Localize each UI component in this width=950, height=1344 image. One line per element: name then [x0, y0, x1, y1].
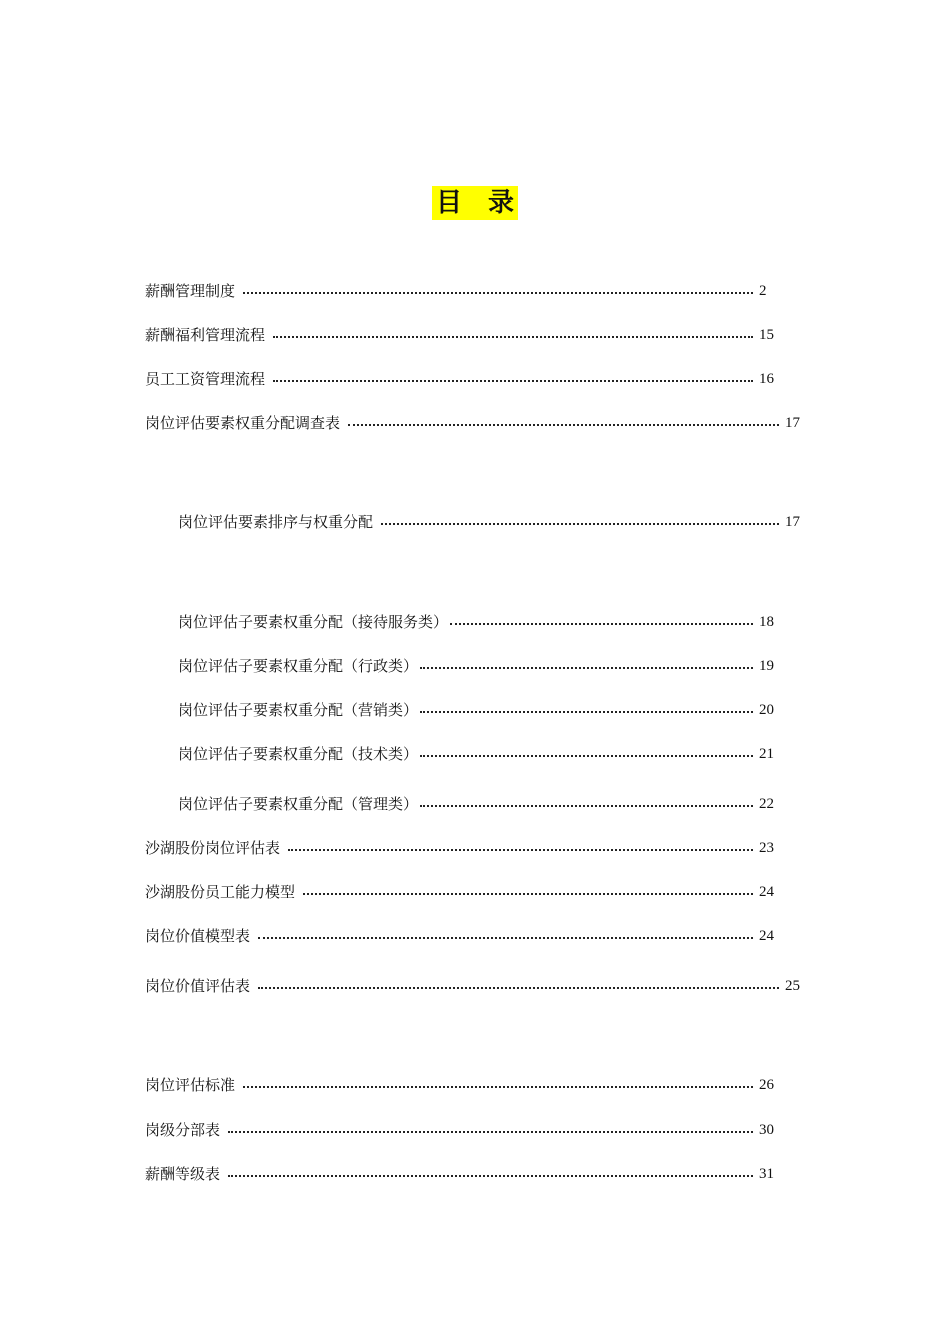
- toc-entry-label: 岗位评估子要素权重分配（接待服务类）: [178, 613, 449, 631]
- toc-entry-label: 岗位评估标准: [145, 1076, 236, 1094]
- toc-entry-page: 22: [759, 796, 774, 812]
- toc-entry[interactable]: [178, 511, 811, 533]
- toc-entry[interactable]: [178, 743, 785, 765]
- toc-entry[interactable]: [145, 280, 785, 302]
- toc-entry-page: 23: [759, 840, 774, 856]
- toc-entry-page: 24: [759, 884, 774, 900]
- toc-entry[interactable]: [178, 699, 785, 721]
- toc-entry-label: 岗位价值评估表: [145, 977, 251, 995]
- toc-entry-page: 16: [759, 371, 774, 387]
- toc-entry[interactable]: [145, 324, 785, 346]
- page-title: 目 录: [432, 186, 518, 220]
- toc-entry-page: 21: [759, 746, 774, 762]
- toc-entry-label: 薪酬福利管理流程: [145, 326, 266, 344]
- toc-entry[interactable]: [145, 881, 785, 903]
- dot-leader: [228, 1129, 753, 1133]
- dot-leader: [450, 621, 753, 625]
- toc-entry-page: 17: [785, 415, 800, 431]
- toc-entry-page: 24: [759, 928, 774, 944]
- dot-leader: [348, 422, 779, 426]
- toc-entry[interactable]: [145, 925, 785, 947]
- toc-entry-page: 2: [759, 283, 767, 299]
- dot-leader: [381, 521, 779, 525]
- toc-entry[interactable]: [145, 1163, 785, 1185]
- dot-leader: [288, 847, 753, 851]
- toc-entry-page: 26: [759, 1077, 774, 1093]
- dot-leader: [273, 334, 753, 338]
- toc-entry[interactable]: [145, 368, 785, 390]
- toc-entry-page: 19: [759, 658, 774, 674]
- dot-leader: [303, 891, 753, 895]
- dot-leader: [243, 290, 753, 294]
- toc-entry[interactable]: [145, 412, 811, 434]
- toc-entry-page: 18: [759, 614, 774, 630]
- toc-entry[interactable]: [178, 611, 785, 633]
- page-title-wrapper: [0, 186, 950, 222]
- toc-entry-label: 岗位评估子要素权重分配（营销类）: [178, 701, 419, 719]
- dot-leader: [420, 753, 753, 757]
- toc-entry-page: 15: [759, 327, 774, 343]
- toc-entry[interactable]: [145, 1119, 785, 1141]
- dot-leader: [258, 935, 753, 939]
- toc-entry-label: 岗位评估子要素权重分配（管理类）: [178, 795, 419, 813]
- dot-leader: [243, 1084, 753, 1088]
- dot-leader: [420, 709, 753, 713]
- toc-entry-label: 岗位评估子要素权重分配（技术类）: [178, 745, 419, 763]
- toc-entry[interactable]: [145, 1074, 785, 1096]
- dot-leader: [420, 803, 753, 807]
- dot-leader: [258, 985, 779, 989]
- toc-entry-page: 25: [785, 978, 800, 994]
- toc-entry-label: 岗位评估要素权重分配调查表: [145, 414, 341, 432]
- toc-entry-page: 17: [785, 514, 800, 530]
- toc-entry-label: 岗位价值模型表: [145, 927, 251, 945]
- toc-entry-page: 31: [759, 1166, 774, 1182]
- toc-entry-label: 岗级分部表: [145, 1121, 221, 1139]
- toc-entry-label: 岗位评估要素排序与权重分配: [178, 513, 374, 531]
- toc-entry[interactable]: [145, 837, 785, 859]
- toc-entry-page: 20: [759, 702, 774, 718]
- dot-leader: [228, 1173, 753, 1177]
- toc-entry-label: 员工工资管理流程: [145, 370, 266, 388]
- toc-entry-label: 沙湖股份岗位评估表: [145, 839, 281, 857]
- toc-entry-page: 30: [759, 1122, 774, 1138]
- toc-entry[interactable]: [178, 793, 785, 815]
- dot-leader: [273, 378, 753, 382]
- dot-leader: [420, 665, 753, 669]
- toc-entry-label: 薪酬管理制度: [145, 282, 236, 300]
- toc-entry-label: 岗位评估子要素权重分配（行政类）: [178, 657, 419, 675]
- toc-entry-label: 薪酬等级表: [145, 1165, 221, 1183]
- toc-entry[interactable]: [178, 655, 785, 677]
- toc-entry[interactable]: [145, 975, 811, 997]
- toc-entry-label: 沙湖股份员工能力模型: [145, 883, 296, 901]
